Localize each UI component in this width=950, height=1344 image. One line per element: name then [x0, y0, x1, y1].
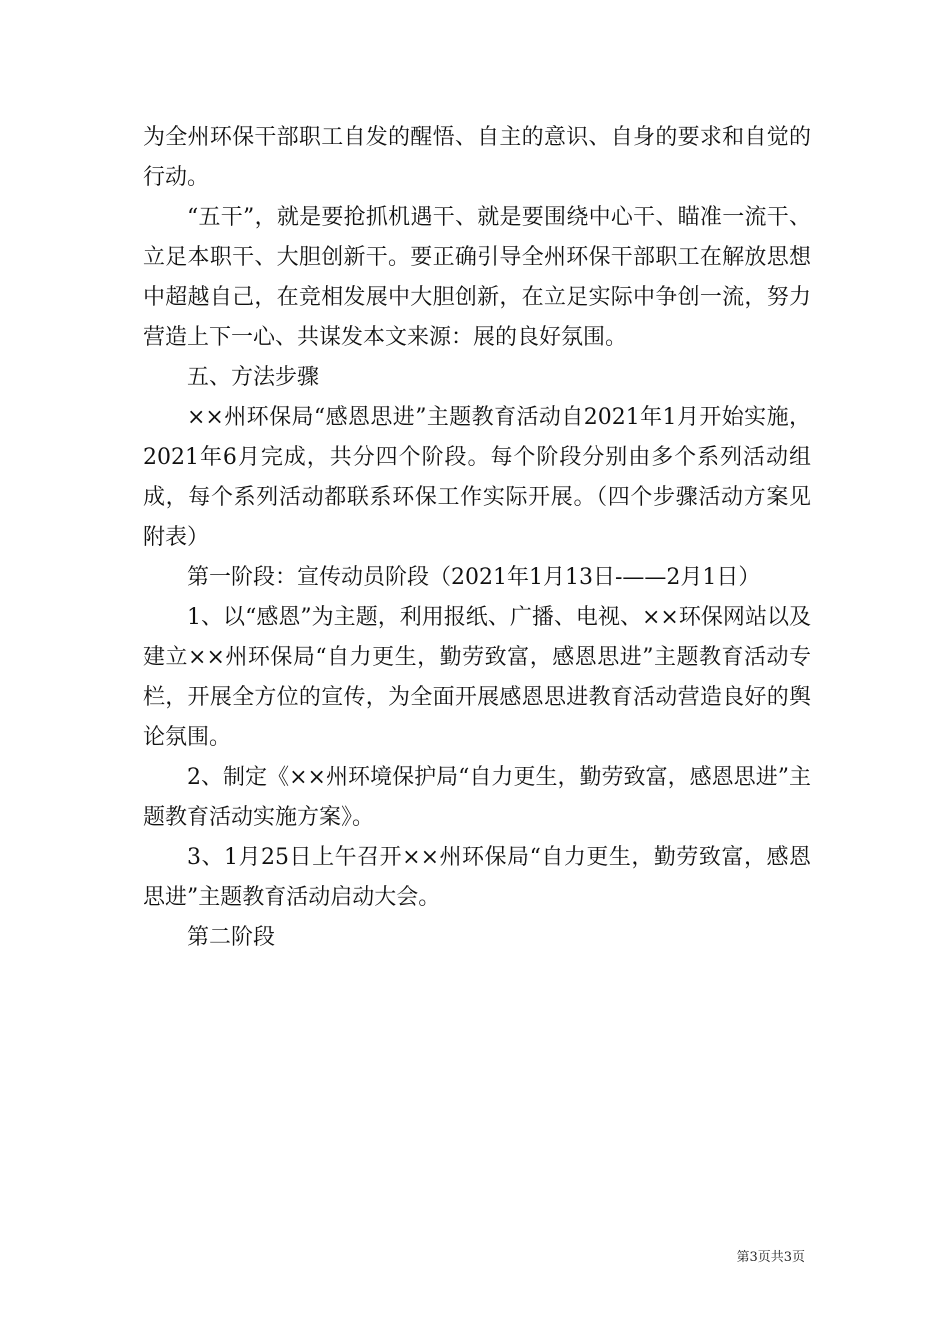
section-heading-methods: 五、方法步骤 [187, 365, 320, 390]
stage-one-heading: 第一阶段：宣传动员阶段（2021年1月13日-——2月1日） [187, 565, 761, 590]
stage-two-heading: 第二阶段 [187, 925, 276, 950]
paragraph-2: “五干”，就是要抢抓机遇干、就是要围绕中心干、瞄准一流干、立足本职干、大胆创新干。要正确引导全州环保干部职工在解放思想中超越自己，在竞相发展中大胆创新，在立足实际中争创一流，努力营造上下一心、共谋发本文来源：展的良好氛围。 [143, 205, 811, 350]
paragraph-3: ××州环保局“感恩思进”主题教育活动自2021年1月开始实施，2021年6月完成，共分四个阶段。每个阶段分别由多个系列活动组成，每个系列活动都联系环保工作实际开展。（四个步骤活动方案见附表） [143, 405, 811, 550]
list-item-2: 2、制定《××州环境保护局“自力更生，勤劳致富，感恩思进”主题教育活动实施方案》。 [143, 765, 811, 830]
document-body [143, 118, 811, 958]
list-item-3: 3、1月25日上午召开××州环保局“自力更生，勤劳致富，感恩思进”主题教育活动启动大会。 [143, 845, 811, 910]
list-item-1: 1、以“感恩”为主题，利用报纸、广播、电视、××环保网站以及建立××州环保局“自力更生，勤劳致富，感恩思进”主题教育活动专栏，开展全方位的宣传，为全面开展感恩思进教育活动营造良好的舆论氛围。 [143, 605, 811, 750]
page-number: 第3页共3页 [736, 1250, 805, 1265]
paragraph-1: 为全州环保干部职工自发的醒悟、自主的意识、自身的要求和自觉的行动。 [143, 125, 811, 190]
